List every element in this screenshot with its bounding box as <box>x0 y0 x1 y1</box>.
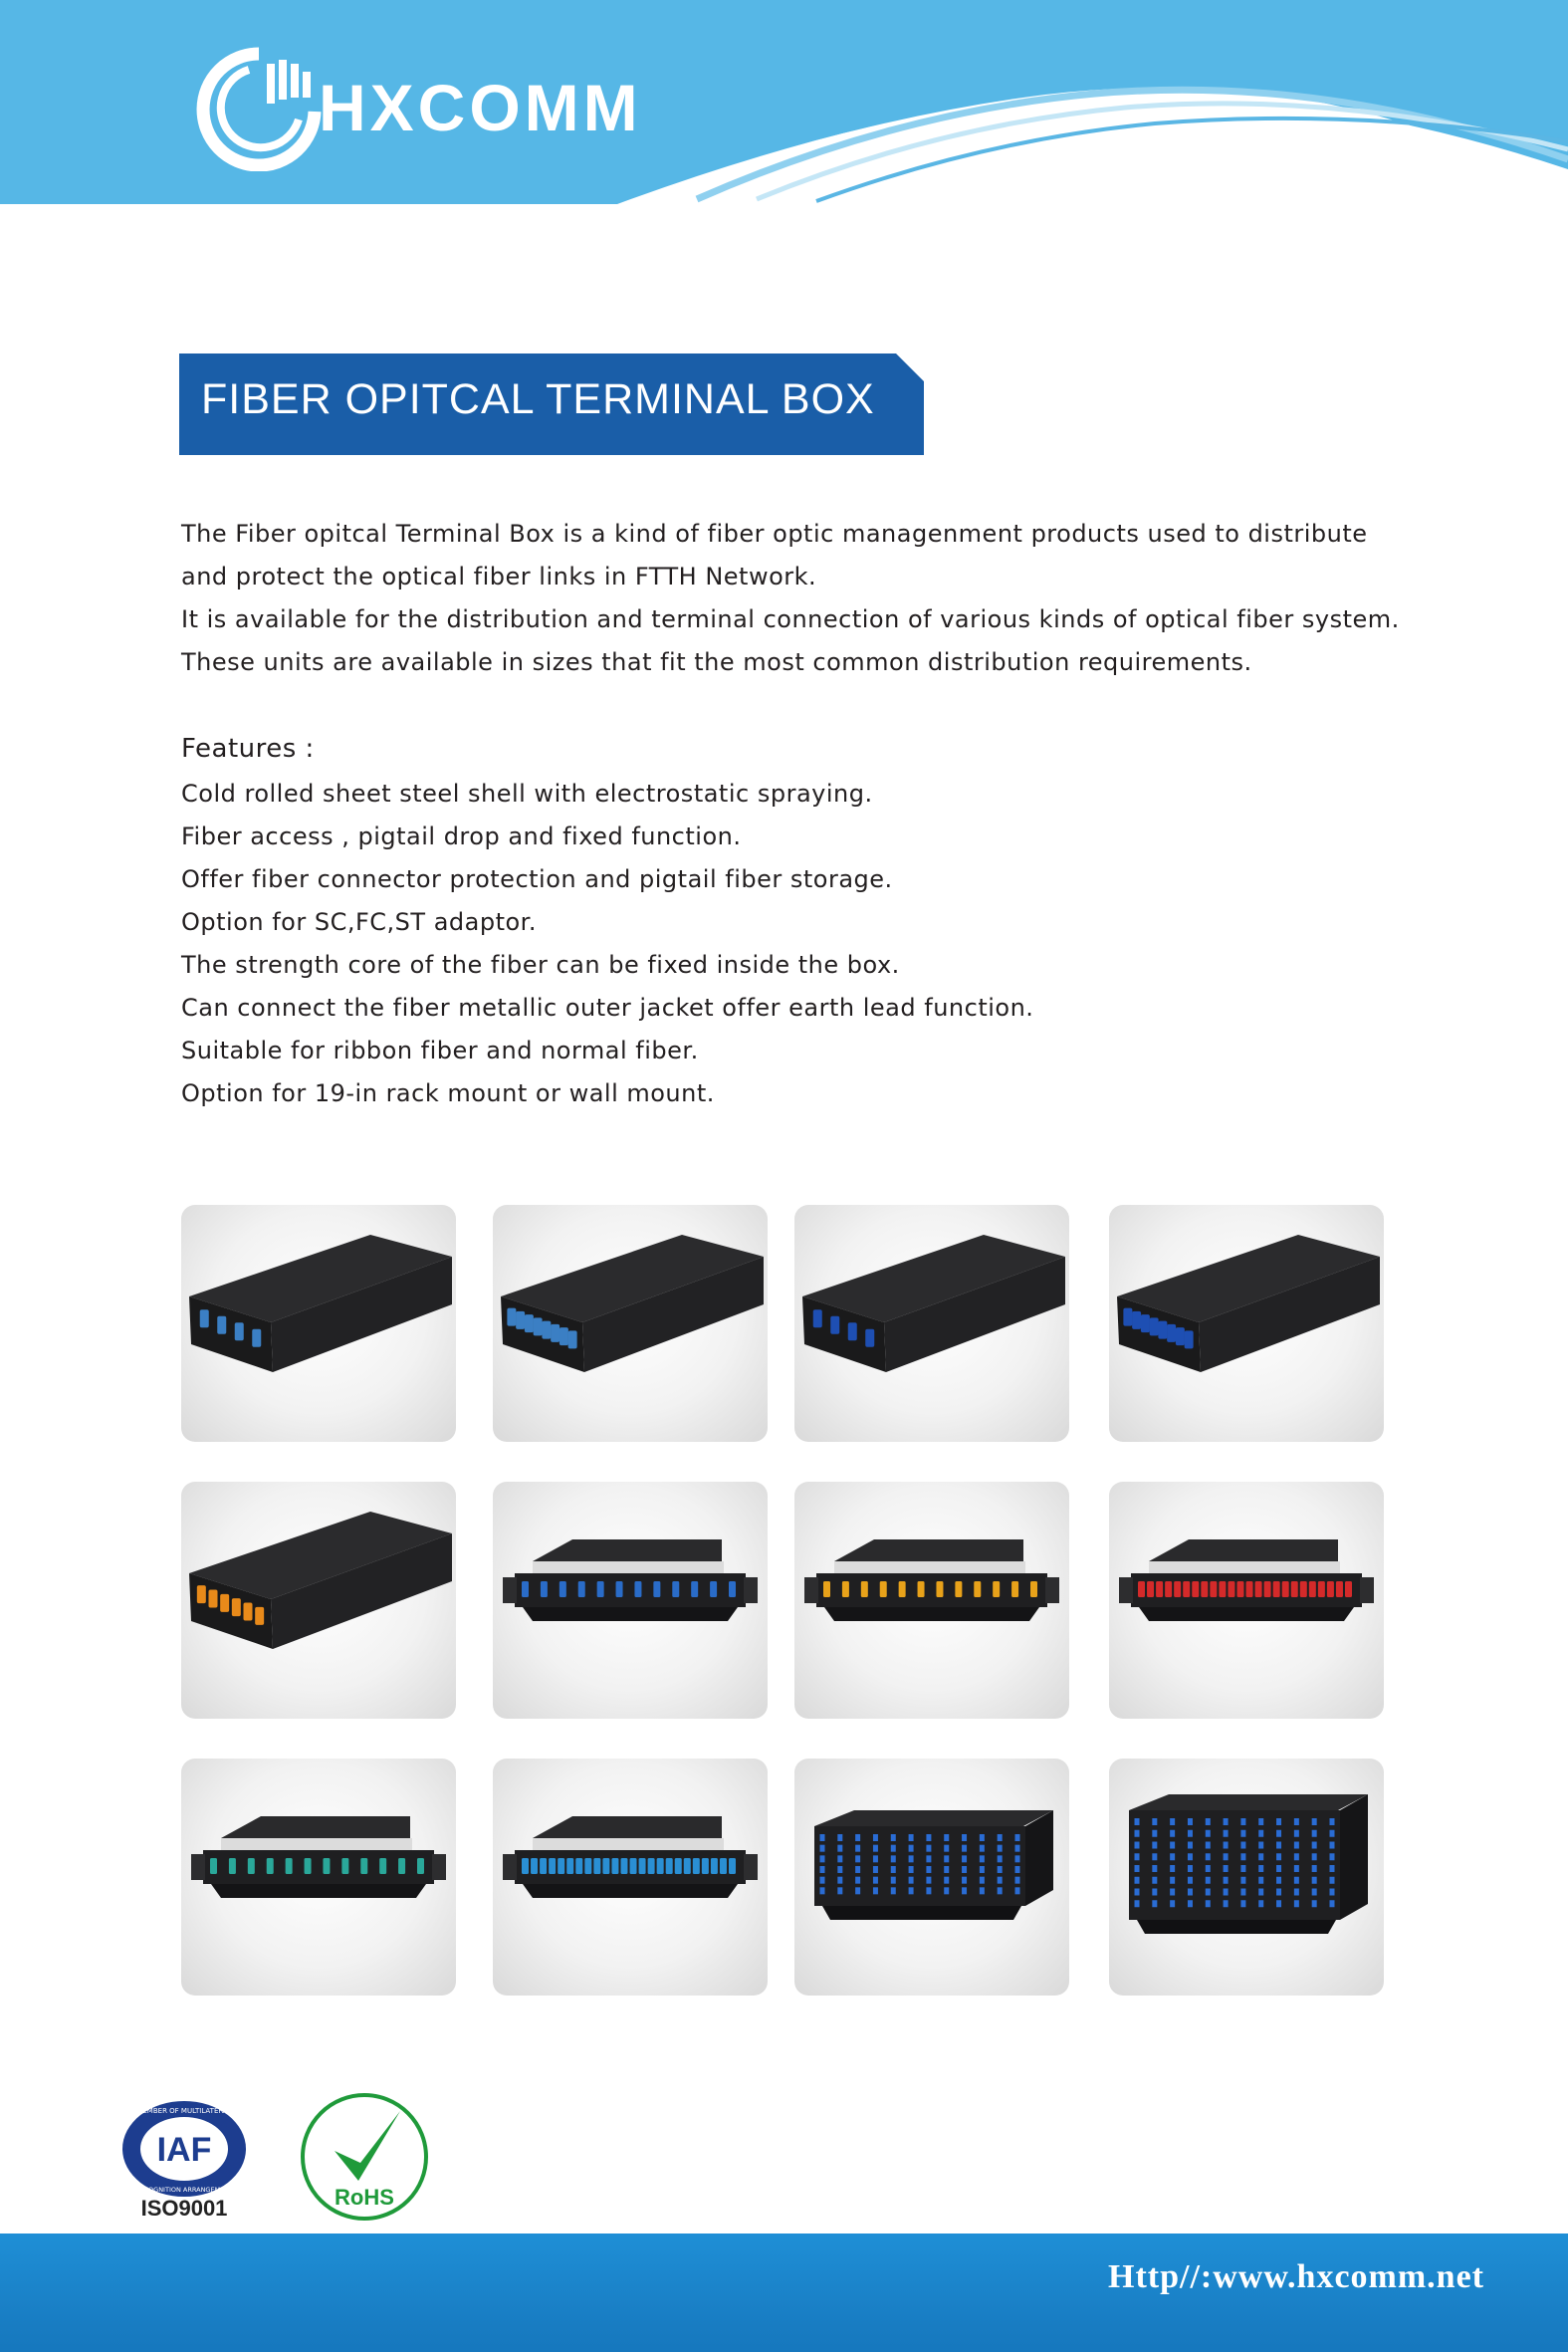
features-title: Features : <box>181 734 315 764</box>
feature-item: Suitable for ribbon fiber and normal fiber. <box>181 1037 699 1064</box>
brand-name: HXCOMM <box>319 71 642 144</box>
page-title: FIBER OPITCAL TERMINAL BOX <box>201 375 875 423</box>
terminal-box-photo <box>493 1205 768 1442</box>
rack-drawer-photo <box>493 1482 768 1719</box>
feature-item: Can connect the fiber metallic outer jacket offer earth lead function. <box>181 994 1034 1022</box>
feature-item: Offer fiber connector protection and pigtail fiber storage. <box>181 865 893 893</box>
rack-4u-photo <box>1109 1759 1384 1996</box>
terminal-box-photo <box>181 1205 456 1442</box>
rack-drawer-photo <box>1109 1482 1384 1719</box>
description <box>181 513 1495 684</box>
rack-drawer-photo <box>794 1482 1069 1719</box>
rack-drawer-photo <box>181 1759 456 1996</box>
description-line: The Fiber opitcal Terminal Box is a kind of fiber optic managenment products used to distribute <box>181 520 1368 548</box>
iaf-logo <box>100 2091 269 2221</box>
feature-item: The strength core of the fiber can be fixed inside the box. <box>181 951 900 979</box>
description-line: These units are available in sizes that fit the most common distribution requirements. <box>181 648 1252 676</box>
feature-item: Cold rolled sheet steel shell with electrostatic spraying. <box>181 780 873 808</box>
feature-item: Option for SC,FC,ST adaptor. <box>181 908 537 936</box>
iaf-ring-bottom: RECOGNITION ARRANGEMENT <box>134 2186 234 2194</box>
rohs-check-logo <box>297 2089 432 2225</box>
terminal-box-photo <box>181 1482 456 1719</box>
iso-caption: ISO9001 <box>140 2196 228 2221</box>
features-list <box>181 728 1495 1115</box>
rack-3u-photo <box>794 1759 1069 1996</box>
terminal-box-photo <box>794 1205 1069 1442</box>
feature-item: Fiber access , pigtail drop and fixed function. <box>181 823 742 850</box>
feature-item: Option for 19-in rack mount or wall mount. <box>181 1079 715 1107</box>
product-grid <box>181 1205 1388 2001</box>
iaf-ring-top: MEMBER OF MULTILATERAL <box>136 2107 232 2115</box>
iaf-text: IAF <box>156 2131 212 2169</box>
description-line: It is available for the distribution and terminal connection of various kinds of optical fiber system. <box>181 605 1400 633</box>
description-line: and protect the optical fiber links in FTTH Network. <box>181 563 817 590</box>
terminal-box-photo <box>1109 1205 1384 1442</box>
rack-drawer-photo <box>493 1759 768 1996</box>
website-link[interactable]: Http//:www.hxcomm.net <box>1108 2258 1484 2295</box>
rohs-text: RoHS <box>335 2185 394 2210</box>
